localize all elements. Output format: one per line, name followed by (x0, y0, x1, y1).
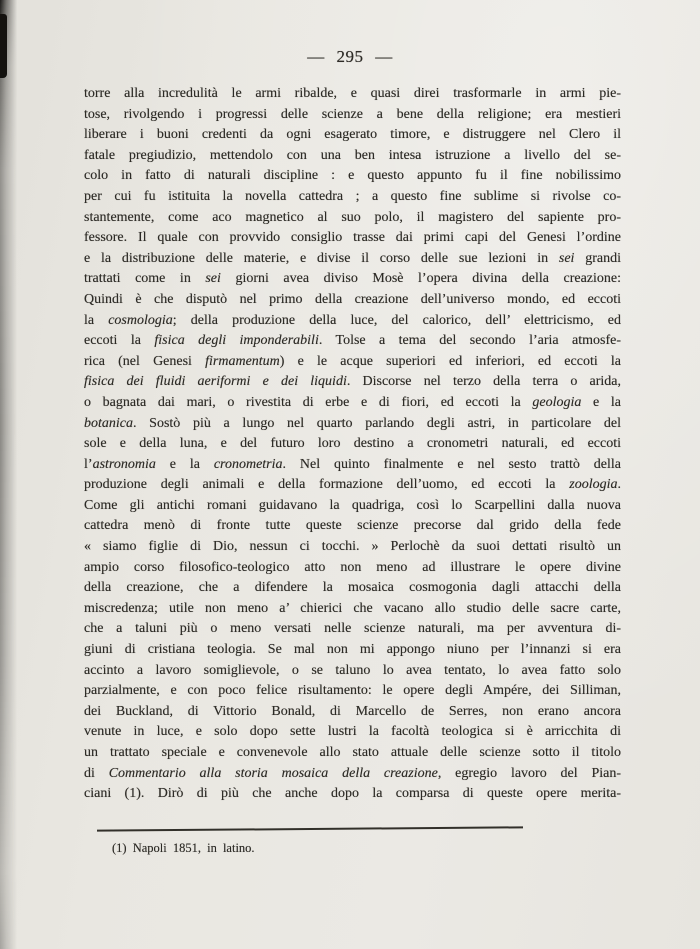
italic-text-segment: cronometria (213, 456, 283, 472)
footnote-text: (1) Napoli 1851, in latino. (112, 841, 255, 855)
text-segment: giorni avea diviso Mosè l’opera divina della creazione: (220, 271, 621, 287)
text-segment: che a taluni più o meno versati nelle scienze naturali, ma per avventura di- (84, 621, 621, 637)
binding-gutter-dark-notch (0, 14, 7, 78)
text-segment: . Discorse nel terzo della terra o arida, (346, 374, 621, 390)
text-line (84, 702, 621, 723)
text-line (84, 516, 621, 537)
text-segment: per cui fu istituita la novella cattedra ; a questo fine sublime si rivolse co- (84, 188, 621, 204)
italic-text-segment: zoologia (569, 477, 618, 493)
text-line (84, 434, 621, 455)
text-segment: produzione degli animali e della formazione dell’uomo, ed eccoti la (84, 477, 570, 493)
text-line (84, 764, 621, 785)
text-segment: trattati come in (84, 271, 206, 287)
text-segment: . Tolse a tema del secondo l’aria atmosfe- (318, 333, 621, 349)
text-line (84, 125, 621, 146)
text-segment: fessore. Il quale con provvido consiglio trasse dai primi capi del Genesi l’ordine (84, 230, 621, 246)
text-segment: eccoti la (84, 333, 155, 349)
text-line (84, 269, 621, 290)
text-segment: stantemente, come aco magnetico al suo polo, il magistero del sapiente pro- (84, 209, 621, 225)
text-line (84, 352, 621, 373)
text-line (84, 105, 621, 126)
text-line (84, 414, 621, 435)
text-line (84, 208, 621, 229)
italic-text-segment: firmamentum (205, 353, 280, 369)
text-line (84, 187, 621, 208)
text-line (84, 311, 621, 332)
text-segment: torre alla incredulità le armi ribalde, e quasi direi trasformarle in armi pie- (84, 86, 621, 101)
text-line (84, 249, 621, 270)
italic-text-segment: astronomia (92, 456, 156, 472)
text-segment: Quindi è che disputò nel primo della creazione dell’universo mondo, ed eccoti (84, 291, 621, 307)
text-segment: di (84, 765, 109, 781)
text-line (84, 558, 621, 579)
text-segment: e la (581, 394, 621, 410)
text-segment: un trattato speciale e convenevole allo stato attuale delle scienze sotto il titolo (84, 745, 621, 760)
text-line (84, 743, 621, 764)
text-segment: , egregio lavoro del Pian- (437, 765, 621, 781)
text-segment: giuni di cristiana teologia. Se mal non mi appongo niuno per l’innanzi si era (84, 642, 621, 658)
text-line (84, 599, 621, 620)
text-segment: ) e le acque superiori ed inferiori, ed eccoti la (279, 353, 621, 369)
text-segment: liberare i buoni credenti da ogni esagerato timore, e distruggere nel Clero il (84, 127, 621, 143)
italic-text-segment: Commentario alla storia mosaica della creazione (108, 765, 438, 781)
text-line (84, 146, 621, 167)
text-segment: ampio corso filosofico-teologico atto non meno ad illustrare le opere divine (84, 559, 621, 575)
text-segment: ciani (1). Dirò di più che anche dopo la comparsa di queste opere merita- (84, 786, 621, 802)
text-segment: o bagnata dai mari, o rivestita di erbe e di fiori, ed eccoti la (84, 394, 533, 410)
text-line (84, 475, 621, 496)
text-line (84, 166, 621, 187)
text-line (84, 578, 621, 599)
text-segment: colo in fatto di naturali discipline : e questo appunto fu il fine nobilissimo (84, 168, 621, 184)
text-line (84, 722, 621, 743)
text-line (84, 331, 621, 352)
text-line (84, 619, 621, 640)
text-line (84, 228, 621, 249)
italic-text-segment: fisica dei fluidi aeriformi e dei liquidi (84, 374, 347, 390)
binding-gutter-shadow (0, 0, 18, 949)
italic-text-segment: fisica degli imponderabili (154, 333, 319, 349)
italic-text-segment: cosmologia (108, 312, 173, 328)
text-segment: . Nel quinto finalmente e nel sesto trattò della (282, 456, 621, 472)
text-line (84, 496, 621, 517)
text-line (84, 681, 621, 702)
footnote-divider (97, 826, 523, 831)
text-segment: l’ (84, 456, 93, 472)
italic-text-segment: sei (205, 271, 221, 287)
text-segment: miscredenza; utile non meno a’ chierici che vacano allo studio delle sacre carte, (84, 600, 621, 616)
text-segment: grandi (574, 250, 621, 266)
italic-text-segment: botanica (84, 415, 133, 431)
text-segment: Come gli antichi romani guidavano la quadriga, così lo Scarpellini dalla nuova (84, 497, 621, 513)
text-segment: venute in luce, e solo dopo sette lustri la facoltà teologica si è arricchita di (84, 724, 621, 740)
text-segment: . Sostò più a lungo nel quarto parlando degli astri, in particolare del (133, 415, 621, 431)
text-segment: rica (nel Genesi (84, 353, 206, 369)
text-segment: tose, rivolgendo i progressi delle scienze a bene della religione; era mestieri (84, 106, 621, 122)
text-line (84, 537, 621, 558)
text-segment: ; della produzione della luce, del calorico, dell’ elettricismo, ed (172, 312, 621, 328)
text-segment: cattedra menò di fronte tutte queste scienze precorse dal grido della fede (84, 518, 621, 534)
text-line (84, 372, 621, 393)
text-line (84, 393, 621, 414)
text-line (84, 290, 621, 311)
text-segment: della creazione, che a difendere la mosaica cosmogonia dagli attacchi della (84, 580, 621, 596)
italic-text-segment: sei (558, 250, 575, 266)
text-segment: fatale pregiudizio, mettendolo con una ben intesa istruzione a livello del se- (84, 147, 621, 163)
text-segment: « siamo figlie di Dio, nessun ci tocchi. » Perlochè da suoi dettati risultò un (84, 539, 621, 555)
text-line (84, 455, 621, 476)
text-segment: . (617, 477, 621, 493)
text-segment: accinto a lavoro somiglievole, o se taluno lo avea tentato, lo avea fatto solo (84, 662, 621, 678)
text-segment: e la (155, 456, 214, 472)
text-segment: sole e della luna, e del futuro loro destino a cronometri naturali, ed eccoti (84, 436, 621, 452)
text-line (84, 84, 621, 105)
page-number-header: — 295 — (307, 47, 393, 66)
text-line (84, 661, 621, 682)
text-segment: dei Buckland, di Vittorio Bonald, di Marcello de Serres, non erano ancora (84, 703, 621, 719)
italic-text-segment: geologia (532, 394, 582, 410)
text-block (84, 84, 621, 805)
text-line (84, 640, 621, 661)
text-segment: e la distribuzione delle materie, e divise il corso delle sue lezioni in (84, 250, 559, 266)
text-line (84, 784, 621, 805)
text-segment: la (84, 312, 109, 328)
text-segment: parzialmente, e con poco felice risultamento: le opere degli Ampére, dei Silliman, (84, 683, 621, 699)
